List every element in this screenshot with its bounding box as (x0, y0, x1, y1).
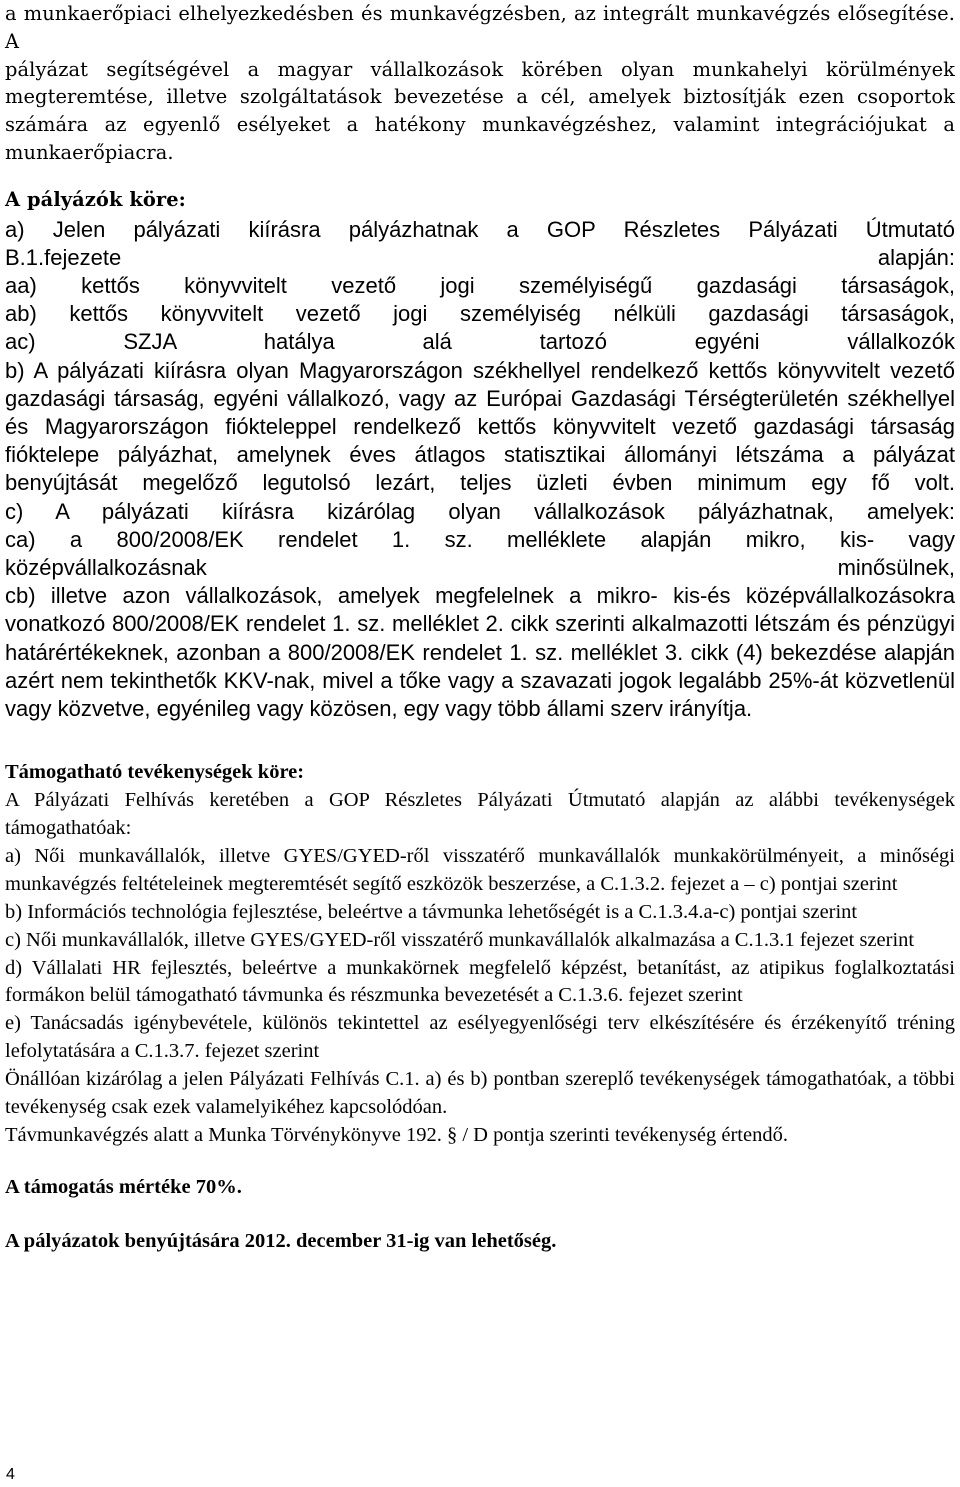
applicants-line-c: c) A pályázati kiírásra kizárólag olyan vállalkozások pályázhatnak, amelyek: (5, 498, 955, 524)
activities-heading: Támogatható tevékenységek köre: (5, 761, 305, 784)
activities-intro: A Pályázati Felhívás keretében a GOP Részletes Pályázati Útmutató alapján az alábbi tevékenységek támogathatóak: (5, 789, 955, 840)
intro-line-1: a munkaerőpiaci elhelyezkedésben és munkavégzésben, az integrált munkavégzés elősegítése. A (5, 2, 955, 53)
applicants-line-ca-cont: középvállalkozásnak minősülnek, (5, 555, 955, 581)
activities-standalone: Önállóan kizárólag a jelen Pályázati Felhívás C.1. a) és b) pontban szereplő tevékenységek támogathatóak, a többi tevékenység csak ezek valamelyikéhez kapcsolódóan. (5, 1068, 955, 1119)
support-rate: A támogatás mértéke 70%. (5, 1175, 242, 1198)
intro-section (5, 0, 955, 167)
applicants-line-ca: ca) a 800/2008/EK rendelet 1. sz. melléklete alapján mikro, kis- vagy (5, 526, 955, 552)
applicants-paragraph-b: b) A pályázati kiírásra olyan Magyarországon székhellyel rendelkező kettős könyvvitelt vezető gazdasági társaság, egyéni vállalkozó, vagy az Európai Gazdasági Térségterületén székhellyel és Magyarországon fiókteleppel rendelkező kettős könyvvitelt vezető gazdasági társaság fióktelepe pályázhat, amelynek éves átlagos statisztikai állományi létszáma a pályázat benyújtását megelőző legutolsó lezárt, teljes üzleti évben minimum egy fő volt. (5, 357, 955, 496)
activity-item-b: b) Információs technológia fejlesztése, beleértve a távmunka lehetőségét is a C.1.3.4.a-c) pontjai szerint (5, 900, 858, 923)
applicants-section (5, 186, 955, 723)
applicants-line-ac: ac) SZJA hatálya alá tartozó egyéni vállalkozók (5, 329, 955, 355)
activity-item-c: c) Női munkavállalók, illetve GYES/GYED-ről visszatérő munkavállalók alkalmazása a C.1.3.1 fejezet szerint (5, 928, 915, 951)
applicants-paragraph-cb: cb) illetve azon vállalkozások, amelyek megfelelnek a mikro- kis-és középvállalkozásokra vonatkozó 800/2008/EK rendelet 1. sz. melléklet 2. cikk szerinti alkalmazotti létszám és pénzügyi határértékeknek, azonban a 800/2008/EK rendelet 1. sz. melléklet 3. cikk (4) bekezdése alapján azért nem tekinthetők KKV-nak, mivel a tőke vagy a szavazati jogok legalább 25%-át közvetlenül vagy közvetve, egyénileg vagy közösen, egy vagy több állami szerv irányítja. (5, 583, 955, 722)
intro-line-4: számára az egyenlő esélyeket a hatékony munkavégzéshez, valamint integrációjukat a (5, 113, 955, 137)
applicants-line-b1: B.1.fejezete alapján: (5, 244, 955, 270)
activity-item-a: a) Női munkavállalók, illetve GYES/GYED-ről visszatérő munkavállalók munkakörülményeit, a minőségi munkavégzés feltételeinek megteremtését segítő eszközök beszerzése, a C.1.3.2. fejezet a – c) pontjai szerint (5, 844, 955, 895)
activity-item-e: e) Tanácsadás igénybevétele, különös tekintettel az esélyegyenlőségi terv elkészítésére és érzékenyítő tréning lefolytatására a C.1.3.7. fejezet szerint (5, 1012, 955, 1063)
activities-section (5, 759, 955, 1150)
applicants-line-a: a) Jelen pályázati kiírásra pályázhatnak a GOP Részletes Pályázati Útmutató (5, 216, 955, 242)
intro-line-5: munkaerőpiacra. (5, 140, 174, 164)
applicants-heading: A pályázók köre: (5, 187, 186, 211)
activities-telework: Távmunkavégzés alatt a Munka Törvénykönyve 192. § / D pontja szerinti tevékenység értendő. (5, 1124, 788, 1147)
page-number: 4 (6, 1466, 15, 1483)
applicants-line-aa: aa) kettős könyvvitelt vezető jogi személyiségű gazdasági társaságok, (5, 272, 955, 298)
deadline: A pályázatok benyújtására 2012. december 31-ig van lehetőség. (5, 1229, 557, 1252)
applicants-line-ab: ab) kettős könyvvitelt vezető jogi személyiség nélküli gazdasági társaságok, (5, 301, 955, 327)
intro-line-3: megteremtése, illetve szolgáltatások bevezetése a cél, amelyek biztosítják ezen csoportok (5, 85, 955, 109)
activity-item-d: d) Vállalati HR fejlesztés, beleértve a munkakörnek megfelelő képzést, betanítást, az atipikus foglalkoztatási formákon belül támogatható távmunka és részmunka bevezetését a C.1.3.6. fejezet szerint (5, 956, 955, 1007)
intro-line-2: pályázat segítségével a magyar vállalkozások körében olyan munkahelyi körülmények (5, 57, 955, 81)
document-page (5, 0, 955, 1256)
